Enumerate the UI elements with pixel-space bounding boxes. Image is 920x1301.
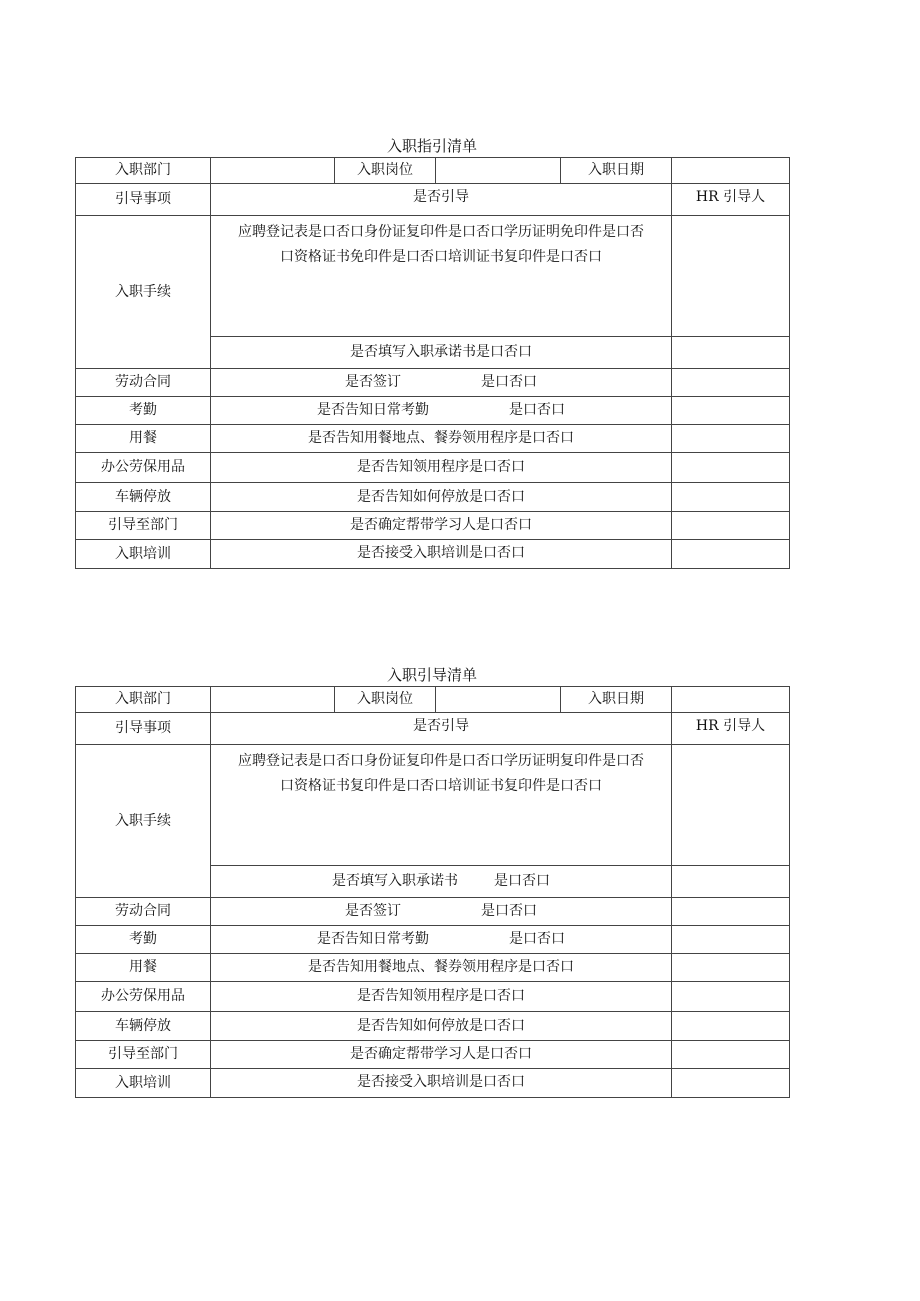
procedures-docs-line: 应聘登记表是口否口身份证复印件是口否口学历证明复印件是口否: [238, 753, 644, 769]
procedures-docs-line: 应聘登记表是口否口身份证复印件是口否口学历证明免印件是口否: [238, 224, 644, 240]
hr-signature-field[interactable]: [672, 540, 790, 569]
hr-signature-field[interactable]: [672, 954, 790, 982]
guide-question: 是否告知用餐地点、餐券领用程序是口否口: [211, 954, 672, 982]
procedures-docs-line: 口资格证书复印件是口否口培训证书复印件是口否口: [280, 778, 602, 794]
hr-signature-field[interactable]: [672, 337, 790, 369]
guide-item-label: 引导事项: [76, 713, 211, 745]
hr-signature-field[interactable]: [672, 397, 790, 425]
guide-question: 是否告知领用程序是口否口: [211, 453, 672, 483]
guide-question: 是否告知如何停放是口否口: [211, 483, 672, 512]
guide-question-cell: [211, 926, 672, 954]
hr-signature-field[interactable]: [672, 1041, 790, 1069]
guide-row: [76, 512, 790, 540]
guide-question-cell: [211, 898, 672, 926]
onboarding-form-1: [75, 135, 789, 569]
pledge-question: 是否填写入职承诺书是口否口: [350, 344, 532, 361]
dept-value-field[interactable]: [211, 158, 335, 184]
pledge-answer[interactable]: 是口否口: [494, 873, 550, 890]
guide-question: 是否确定帮带学习人是口否口: [211, 1041, 672, 1069]
guide-question: 是否告知领用程序是口否口: [211, 982, 672, 1012]
procedures-row: [76, 745, 790, 866]
post-value-field[interactable]: [436, 687, 561, 713]
hr-signature-field[interactable]: [672, 866, 790, 898]
guide-row: [76, 1069, 790, 1098]
post-label: 入职岗位: [335, 158, 436, 184]
guide-header-row: [76, 184, 790, 216]
guide-row: [76, 1012, 790, 1041]
guide-item: 用餐: [76, 954, 211, 982]
date-value-field[interactable]: [672, 158, 790, 184]
guide-row: [76, 1041, 790, 1069]
guide-header-row: [76, 713, 790, 745]
guide-question: 是否告知如何停放是口否口: [211, 1012, 672, 1041]
form-table: [75, 686, 790, 1098]
procedures-label: 入职手续: [76, 745, 211, 898]
guide-question: 是否签订: [345, 903, 401, 920]
hr-guide-label: HR 引导人: [672, 184, 790, 216]
header-row: [76, 158, 790, 184]
guide-row: [76, 453, 790, 483]
guide-question-label: 是否引导: [211, 713, 672, 745]
dept-label: 入职部门: [76, 158, 211, 184]
hr-signature-field[interactable]: [672, 453, 790, 483]
date-label: 入职日期: [561, 158, 672, 184]
hr-signature-field[interactable]: [672, 483, 790, 512]
guide-item: 用餐: [76, 425, 211, 453]
guide-item: 引导至部门: [76, 1041, 211, 1069]
pledge-question: 是否填写入职承诺书: [332, 873, 458, 890]
hr-signature-field[interactable]: [672, 216, 790, 337]
guide-question: 是否签订: [345, 374, 401, 391]
hr-signature-field[interactable]: [672, 512, 790, 540]
procedures-row: [76, 216, 790, 337]
guide-question-cell: [211, 369, 672, 397]
procedures-label: 入职手续: [76, 216, 211, 369]
procedures-docs-line: 口资格证书免印件是口否口培训证书复印件是口否口: [280, 249, 602, 265]
guide-item: 入职培训: [76, 1069, 211, 1098]
guide-row: [76, 397, 790, 425]
guide-question: 是否告知日常考勤: [317, 402, 429, 419]
form-table: [75, 157, 790, 569]
hr-guide-label: HR 引导人: [672, 713, 790, 745]
guide-item: 考勤: [76, 397, 211, 425]
procedures-docs-cell: [211, 745, 672, 866]
guide-item: 办公劳保用品: [76, 982, 211, 1012]
guide-question: 是否告知日常考勤: [317, 931, 429, 948]
hr-signature-field[interactable]: [672, 1012, 790, 1041]
guide-answer[interactable]: 是口否口: [481, 903, 537, 920]
dept-value-field[interactable]: [211, 687, 335, 713]
guide-answer[interactable]: 是口否口: [481, 374, 537, 391]
guide-item: 办公劳保用品: [76, 453, 211, 483]
hr-signature-field[interactable]: [672, 898, 790, 926]
guide-answer[interactable]: 是口否口: [509, 402, 565, 419]
guide-item: 考勤: [76, 926, 211, 954]
post-value-field[interactable]: [436, 158, 561, 184]
post-label: 入职岗位: [335, 687, 436, 713]
procedures-docs-cell: [211, 216, 672, 337]
guide-row: [76, 926, 790, 954]
form-title: 入职指引清单: [386, 137, 477, 155]
date-value-field[interactable]: [672, 687, 790, 713]
guide-question: 是否确定帮带学习人是口否口: [211, 512, 672, 540]
dept-label: 入职部门: [76, 687, 211, 713]
form-title: 入职引导清单: [386, 666, 477, 684]
header-row: [76, 687, 790, 713]
guide-item: 车辆停放: [76, 483, 211, 512]
date-label: 入职日期: [561, 687, 672, 713]
guide-question: 是否告知用餐地点、餐券领用程序是口否口: [211, 425, 672, 453]
guide-row: [76, 540, 790, 569]
guide-row: [76, 483, 790, 512]
hr-signature-field[interactable]: [672, 926, 790, 954]
hr-signature-field[interactable]: [672, 369, 790, 397]
guide-item-label: 引导事项: [76, 184, 211, 216]
guide-row: [76, 425, 790, 453]
onboarding-form-2: [75, 664, 789, 1098]
guide-question: 是否接受入职培训是口否口: [211, 540, 672, 569]
hr-signature-field[interactable]: [672, 982, 790, 1012]
guide-row: [76, 898, 790, 926]
guide-question-cell: [211, 397, 672, 425]
pledge-question-cell: [211, 337, 672, 369]
guide-item: 入职培训: [76, 540, 211, 569]
guide-row: [76, 369, 790, 397]
guide-item: 劳动合同: [76, 369, 211, 397]
guide-row: [76, 982, 790, 1012]
pledge-question-cell: [211, 866, 672, 898]
guide-item: 车辆停放: [76, 1012, 211, 1041]
guide-item: 劳动合同: [76, 898, 211, 926]
guide-question: 是否接受入职培训是口否口: [211, 1069, 672, 1098]
hr-signature-field[interactable]: [672, 1069, 790, 1098]
guide-question-label: 是否引导: [211, 184, 672, 216]
guide-item: 引导至部门: [76, 512, 211, 540]
guide-row: [76, 954, 790, 982]
hr-signature-field[interactable]: [672, 745, 790, 866]
guide-answer[interactable]: 是口否口: [509, 931, 565, 948]
hr-signature-field[interactable]: [672, 425, 790, 453]
